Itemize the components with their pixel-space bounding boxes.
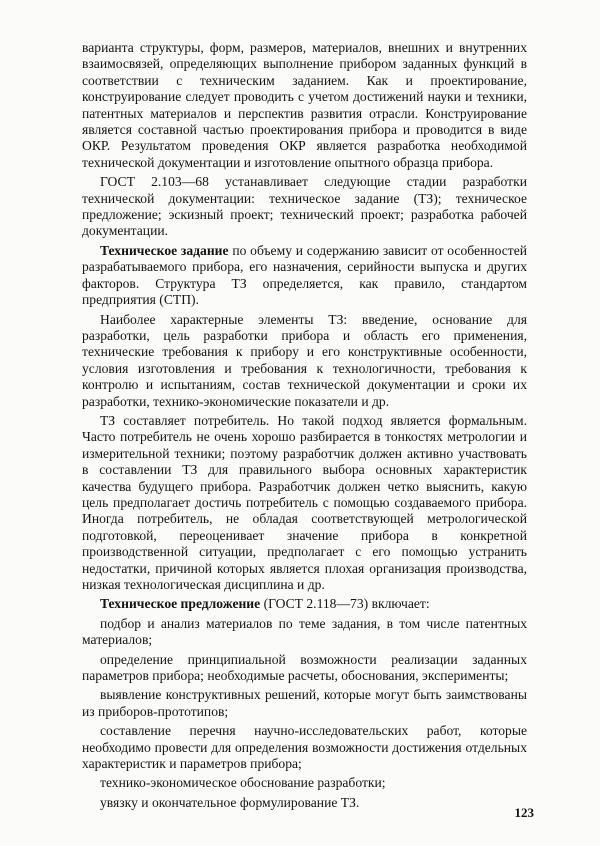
page-number: 123 bbox=[514, 805, 534, 820]
paragraph-technical-task bbox=[82, 243, 527, 309]
technical-proposal-text: (ГОСТ 2.118—73) включает: bbox=[260, 596, 430, 612]
term-technical-proposal: Техническое предложение bbox=[100, 596, 261, 612]
paragraph-tz-elements: Наиболее характерные элементы ТЗ: введение, основание для разработки, цель разработки прибора и область его применения, технические требования к прибору и его конструктивные особенности, условия изготовления и требования к технологичности, требования к контролю и испытаниям, состав технической документации и сроки их разработки, технико-экономические показатели и др. bbox=[82, 311, 527, 409]
list-item: подбор и анализ материалов по теме задания, в том числе патентных материалов; bbox=[82, 615, 527, 648]
list-item: определение принципиальной возможности реализации заданных параметров прибора; необходимые расчеты, обоснования, эксперименты; bbox=[82, 651, 527, 684]
paragraph-technical-proposal bbox=[82, 596, 527, 612]
list-item: технико-экономическое обоснование разработки; bbox=[100, 775, 386, 791]
body-text bbox=[82, 40, 527, 814]
list-item: составление перечня научно-исследовательских работ, которые необходимо провести для определения возможности достижения отдельных характеристик и параметров прибора; bbox=[82, 723, 527, 772]
paragraph-tz-consumer: ТЗ составляет потребитель. Но такой подход является формальным. Часто потребитель не очень хорошо разбирается в тонкостях метрологии и измерительной техники; поэтому разработчик должен активно участвовать в составлении ТЗ для правильного выбора основных характеристик качества будущего прибора. Разработчик должен четко выяснить, какую цель предполагает достичь потребитель с помощью создаваемого прибора. Иногда потребитель, не обладая соответствующей метрологической подготовкой, переоценивает значение прибора в конкретной производственной ситуации, предполагает с его помощью устранить недостатки, причиной которых является плохая организация производства, низкая технологическая дисциплина и др. bbox=[82, 412, 527, 592]
term-technical-task: Техническое задание bbox=[100, 242, 229, 258]
list-item: увязку и окончательное формулирование ТЗ. bbox=[100, 794, 360, 810]
paragraph-gost-stages: ГОСТ 2.103—68 устанавливает следующие стадии разработки технической документации: техническое задание (ТЗ); техническое предложение; эскизный проект; технический проект; разработка рабочей документации. bbox=[82, 174, 527, 239]
paragraph-intro: варианта структуры, форм, размеров, материалов, внешних и внутренних взаимосвязей, определяющих выполнение прибором заданных функций в соответствии с техническим заданием. Как и проектирование, конструирование следует проводить с учетом достижений науки и техники, патентных материалов и перспектив развития отрасли. Конструирование является составной частью проектирования прибора и проводится в виде ОКР. Результатом проведения ОКР является разработка необходимой технической документации и изготовление опытного образца прибора. bbox=[82, 40, 527, 170]
list-item: выявление конструктивных решений, которые могут быть заимствованы из приборов-прототипов; bbox=[82, 687, 527, 719]
technical-task-text: по объему и содержанию зависит от особенностей разрабатываемого прибора, его назначения, серийности выпуска и других факторов. Структура ТЗ определяется, как правило, стандартом предприятия (СТП). bbox=[82, 242, 528, 308]
